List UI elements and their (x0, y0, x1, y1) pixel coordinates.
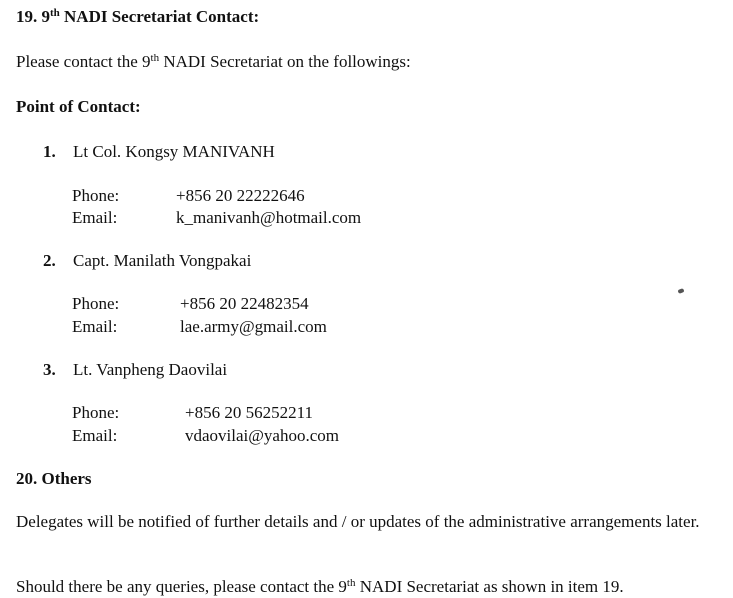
phone-value: +856 20 22482354 (180, 294, 309, 313)
email-label: Email: (72, 317, 118, 336)
email-value: k_manivanh@hotmail.com (176, 208, 362, 227)
queries-text: Should there be any queries, please contact the 9 (16, 577, 347, 596)
email-label: Email: (72, 208, 118, 227)
section-20-queries (16, 575, 624, 598)
contact-name: Lt Col. Kongsy MANIVANH (73, 142, 275, 161)
email-value: lae.army@gmail.com (180, 317, 327, 336)
contact-name: Lt. Vanpheng Daovilai (73, 360, 228, 379)
phone-label: Phone: (72, 403, 120, 422)
phone-label: Phone: (72, 294, 120, 313)
contact-number: 3. (43, 360, 56, 379)
point-of-contact-heading: Point of Contact: (16, 97, 141, 116)
section-19-heading (16, 5, 259, 28)
heading-title: NADI Secretariat Contact: (59, 7, 260, 26)
contact-number: 2. (43, 251, 56, 270)
contact-number: 1. (43, 142, 56, 161)
queries-text-rest: NADI Secretariat as shown in item 19. (355, 577, 624, 596)
intro-text-rest: NADI Secretariat on the followings: (159, 52, 411, 71)
contact-name: Capt. Manilath Vongpakai (73, 251, 252, 270)
phone-value: +856 20 56252211 (185, 403, 313, 422)
heading-number: 19. 9 (16, 7, 50, 26)
phone-value: +856 20 22222646 (176, 186, 305, 205)
heading-superscript: th (50, 7, 60, 19)
scan-speck (677, 288, 684, 294)
phone-label: Phone: (72, 186, 120, 205)
section-20-heading: 20. Others (16, 469, 92, 488)
email-value: vdaovilai@yahoo.com (185, 426, 339, 445)
queries-superscript: th (346, 577, 356, 589)
section-20-paragraph: Delegates will be notified of further details and / or updates of the administrative arrangements later. (16, 512, 700, 531)
intro-superscript: th (150, 52, 160, 64)
email-label: Email: (72, 426, 118, 445)
section-19-intro (16, 50, 411, 73)
intro-text: Please contact the 9 (16, 52, 151, 71)
